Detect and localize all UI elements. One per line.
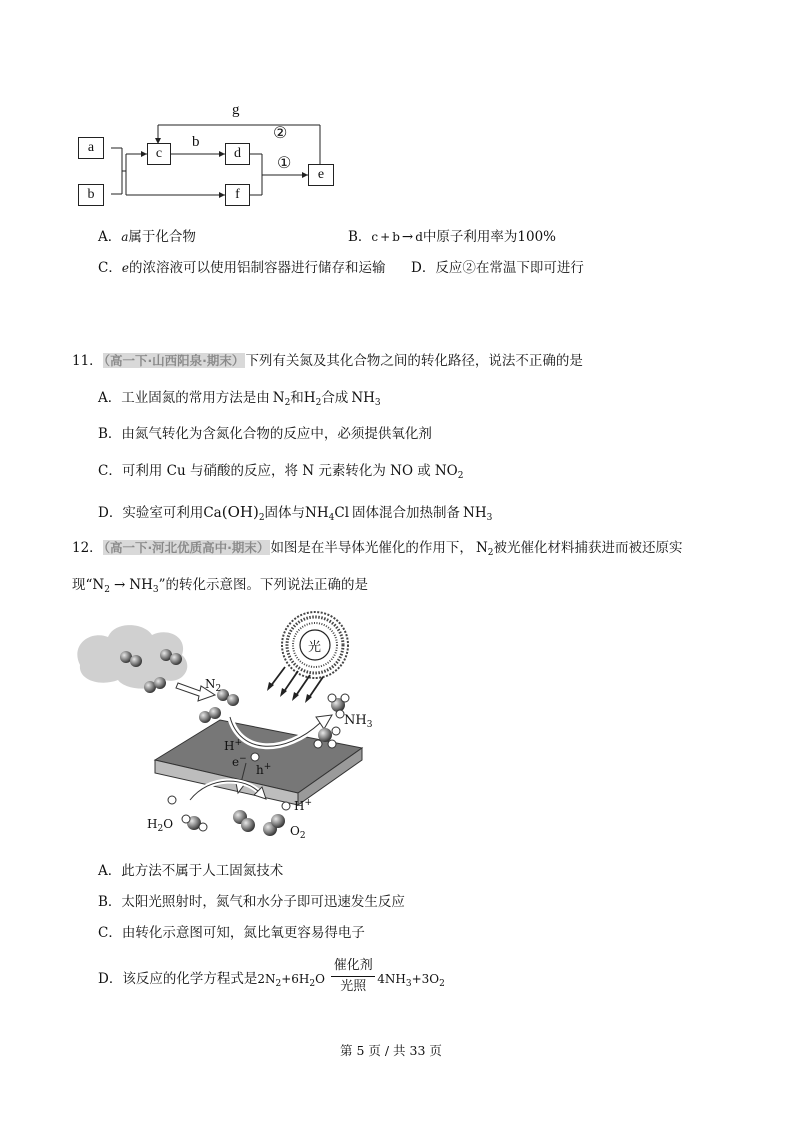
q11-option-a: A．工业固氮的常用方法是由 $N_2$和$H_2$合成 $NH_3$ xyxy=(98,390,381,408)
nh3-label: $NH_3$ xyxy=(344,713,373,730)
q12-option-b: B．太阳光照射时，氮气和水分子即可迅速发生反应 xyxy=(98,894,405,910)
q11-option-b: B．由氮气转化为含氮化合物的反应中，必须提供氧化剂 xyxy=(98,426,432,442)
h2o-label: $H_2O$ xyxy=(147,817,174,834)
node-f: f xyxy=(225,184,250,206)
node-d: d xyxy=(225,143,250,165)
q12-option-a: A．此方法不属于人工固氮技术 xyxy=(98,863,284,879)
q10-option-a: A．a属于化合物 xyxy=(98,229,196,245)
q10-option-b: B．c + b → d中原子利用率为100% xyxy=(348,229,557,245)
q11-source-tag: （高一下·山西阳泉·期末） xyxy=(103,353,245,368)
q12-source-tag: （高一下·河北优质高中·期末） xyxy=(103,540,270,555)
node-a: a xyxy=(78,137,104,159)
q10-option-c: C．e的浓溶液可以使用铝制容器进行储存和运输 xyxy=(98,260,386,276)
flow-diagram-lines xyxy=(70,100,350,210)
edge-label-g: g xyxy=(232,102,240,118)
flow-diagram xyxy=(70,100,350,210)
node-c: c xyxy=(147,143,171,165)
photocatalysis-figure xyxy=(70,605,390,845)
hole-label: h+ xyxy=(256,762,272,777)
edge-label-b: b xyxy=(192,134,200,150)
reaction-condition: 催化剂 光照 xyxy=(331,958,375,995)
node-e: e xyxy=(308,164,334,186)
q12-stem-line2: 现“$N_2 \to NH_3$”的转化示意图。下列说法正确的是 xyxy=(72,577,368,595)
q12-stem-line1: 12．（高一下·河北优质高中·期末）如图是在半导体光催化的作用下， $N_2$被光催化材料捕获进而被还原实 xyxy=(72,540,683,558)
node-b: b xyxy=(78,184,104,206)
sun-label: 光 xyxy=(308,640,322,655)
q12-option-c: C．由转化示意图可知，氮比氧更容易得电子 xyxy=(98,925,365,941)
page-footer: 第 5 页 / 共 33 页 xyxy=(340,1043,442,1058)
hplus2-label: H+ xyxy=(294,798,313,813)
q11-option-c: C．可利用 Cu 与硝酸的反应，将 N 元素转化为 NO 或 $NO_2$ xyxy=(98,463,464,481)
q10-option-d: D．反应②在常温下即可进行 xyxy=(411,260,584,276)
edge-label-circle1: ① xyxy=(277,153,292,172)
electron-label: e− xyxy=(232,754,247,769)
n2-label: $N_2$ xyxy=(205,677,222,694)
hplus-label: H+ xyxy=(224,738,243,753)
q11-stem: 11．（高一下·山西阳泉·期末）下列有关氮及其化合物之间的转化路径，说法不正确的是 xyxy=(72,353,583,369)
q11-option-d: D．实验室可利用$Ca(OH)_2$固体与$NH_4Cl$ 固体混合加热制备 $NH_3$ xyxy=(98,503,493,523)
o2-label: $O_2$ xyxy=(290,824,306,841)
edge-label-circle2: ② xyxy=(273,123,288,142)
q12-option-d: D．该反应的化学方程式是$2N_2+6H_2O$ 催化剂 光照 $4NH_3+3O_2$ xyxy=(98,958,445,994)
photocatalysis-illustration xyxy=(70,605,390,845)
